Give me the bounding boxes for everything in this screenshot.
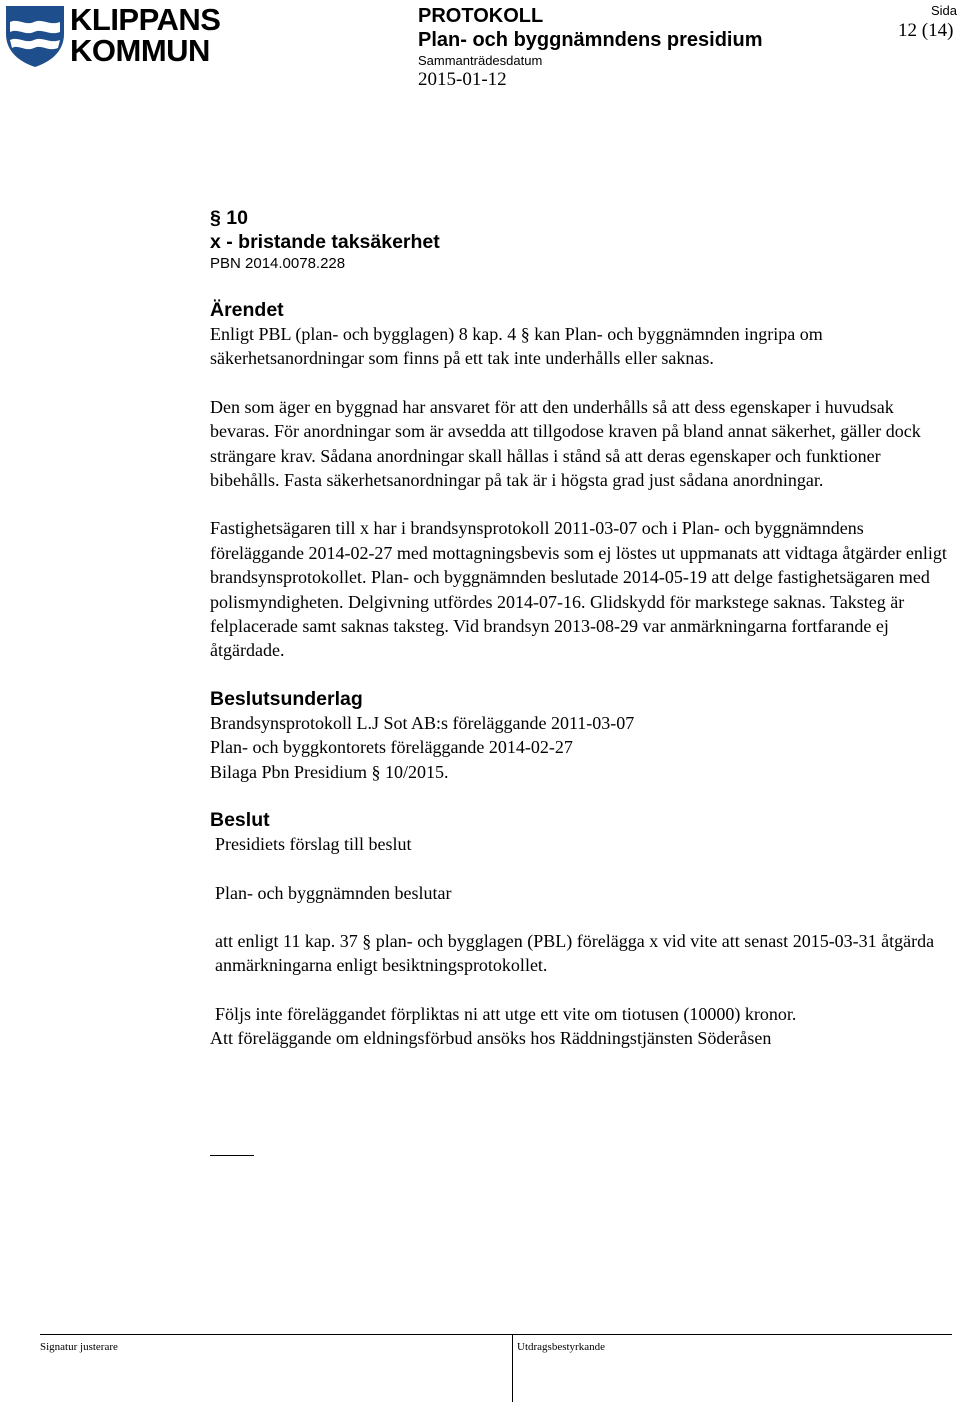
- footer-divider: [512, 1334, 513, 1402]
- beslutsunderlag-item: Plan- och byggkontorets föreläggande 2014-02-27: [210, 737, 573, 758]
- beslut-penalty: Följs inte föreläggandet förpliktas ni att utge ett vite om tiotusen (10000) kronor.: [215, 1003, 797, 1024]
- case-number: PBN 2014.0078.228: [210, 255, 346, 272]
- meeting-date-label: Sammanträdesdatum: [418, 53, 543, 68]
- beslutsunderlag-item: Brandsynsprotokoll L.J Sot AB:s föreläggande 2011-03-07: [210, 712, 635, 733]
- arendet-paragraph-1: Enligt PBL (plan- och bygglagen) 8 kap. 4 § kan Plan- och byggnämnden ingripa om säkerhetsanordningar som finns på ett tak inte underhålls eller saknas.: [210, 324, 823, 369]
- item-number: § 10: [210, 207, 248, 229]
- section-heading-beslutsunderlag: Beslutsunderlag: [210, 687, 363, 710]
- document-type: PROTOKOLL: [418, 5, 544, 27]
- section-heading-beslut: Beslut: [210, 809, 270, 832]
- section-heading-arendet: Ärendet: [210, 299, 284, 321]
- beslut-burn-ban: Att föreläggande om eldningsförbud ansöks hos Räddningstjänsten Söderåsen: [210, 1028, 772, 1049]
- extract-label: Utdragsbestyrkande: [517, 1341, 605, 1353]
- arendet-paragraph-2: Den som äger en byggnad har ansvaret för att den underhålls så att dess egenskaper i huvudsak bevaras. För anordningar som är avsedda att tillgodose kraven på bland annat säkerhet, gäller dock strängare krav. Sådana anordningar skall hållas i stånd så att deras egenskaper och funktioner bibehålls. Fasta säkerhetsanordningar på tak är i högsta grad just sådana anordningar.: [210, 396, 921, 491]
- page-number: 12 (14): [898, 20, 954, 41]
- beslutsunderlag-item: Bilaga Pbn Presidium § 10/2015.: [210, 761, 449, 782]
- protocol-content: [210, 206, 950, 1051]
- footer-rule: [40, 1334, 952, 1335]
- end-separator: [210, 1155, 254, 1156]
- meeting-date: 2015-01-12: [418, 69, 507, 90]
- arendet-paragraph-3: Fastighetsägaren till x har i brandsynsprotokoll 2011-03-07 och i Plan- och byggnämndens föreläggande 2014-02-27 med mottagningsbevis som ej löstes ut uppmanats att vidtaga åtgärder enligt brandsynsprotokollet. Plan- och byggnämnden beslutade 2014-05-19 att delge fastighetsägaren med polismyndigheten. Delgivning utfördes 2014-07-16. Glidskydd för markstege saknas. Taksteg är felplacerade samt saknas taksteg. Vid brandsyn 2013-08-29 var anmärkningarna fortfarande ej åtgärdade.: [210, 518, 947, 661]
- logo-text-line2: KOMMUN: [70, 33, 210, 68]
- beslut-decides: Plan- och byggnämnden beslutar: [215, 882, 452, 903]
- beslut-decision: att enligt 11 kap. 37 § plan- och bygglagen (PBL) förelägga x vid vite att senast 2015-03-31 åtgärda anmärkningarna enligt besiktningsprotokollet.: [215, 930, 935, 976]
- municipality-logo: [4, 2, 221, 68]
- beslut-proposal: Presidiets förslag till beslut: [215, 834, 412, 855]
- signature-label: Signatur justerare: [40, 1341, 118, 1353]
- committee-name: Plan- och byggnämndens presidium: [418, 29, 763, 51]
- item-title: x - bristande taksäkerhet: [210, 231, 440, 253]
- page-label: Sida: [931, 3, 958, 18]
- klippan-shield-icon: [4, 4, 66, 68]
- logo-text-line1: KLIPPANS: [70, 2, 221, 37]
